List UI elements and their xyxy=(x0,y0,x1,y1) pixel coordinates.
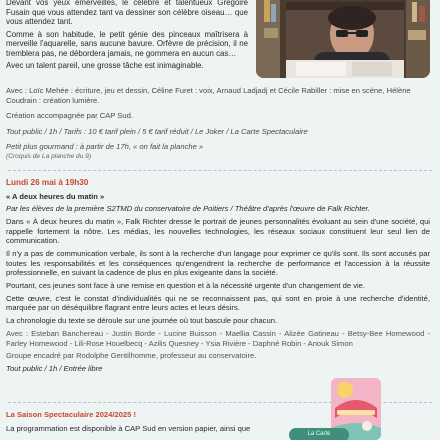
event-info: Tout public / 1h / Entrée libre xyxy=(6,364,103,374)
event-paragraph: Il n'y a pas de communication verbale, ils sont à la recherche d'un langage pour exprimer ce qu'ils sont. Ils sont accusés par toutes les responsabilités et les conséquences qu'engendrent la recherche de performance et l'accession à la réussite professionnelle, en suivant la cadence de plus en plus exigeante dans la société. xyxy=(6,249,430,278)
event-title: « A deux heures du matin » xyxy=(6,191,105,201)
saison-section xyxy=(6,410,276,437)
event-paragraph: Cette œuvre, c'est le constat d'individualités qui ne se reconnaissent pas, qui sont en proie à une recherche d'identité, marquée par un déséquilibre flagrant entre leurs actes et leurs désirs. xyxy=(6,293,430,313)
credits-tarifs: Tout public / 1h / Tarifs : 10 € tarif plein / 5 € tarif réduit / Le Joker / La Carte Spectaculaire xyxy=(6,126,308,136)
event-section xyxy=(6,178,430,377)
show-photo-image xyxy=(256,0,430,78)
event-cast: Avec : Esteban Banchereau - Justin Borde - Lucine Buisson - Maellia Cassin - Alizée Gatineau - Betsy-Bee Homewood - Farley Homewood - Lili-Rose Houelbecq - Azilis Quesney - Ysia Rivière - Daphné Robin - Anouk Simon xyxy=(6,329,430,348)
event-paragraph: Pourtant, ces jeunes sont face à une remise en question et à la nécessité urgente d'un changement de vie. xyxy=(6,281,366,291)
credits-support: Création accompagnée par CAP Sud. xyxy=(6,111,133,121)
show-photo xyxy=(256,0,430,78)
saison-heading: La Saison Spectaculaire 2024/2025 ! xyxy=(6,410,137,419)
event-group: Groupe encadré par Rodolphe Gentilhomme, professeur au conservatoire. xyxy=(6,351,257,361)
event-subtitle: Par les élèves de la première S2TMD du conservatoire de Poitiers / Théâtre d'après l'œuvre de Falk Richter. xyxy=(6,204,370,214)
event-paragraph: La chronologie du texte se déroule sur une journée où tout bascule pour chacun. xyxy=(6,316,278,326)
credits-gourmand: Petit plus gourmand : à partir de 17h, « on fait la planche » xyxy=(6,142,204,152)
intro-paragraph: Devant vos yeux émerveillés, le célèbre et talentueux Grégoire Fusain que vous attendez tant va dessiner son célèbre oiseau… que vous attendez tant. xyxy=(6,0,248,27)
carte-badge: La Carte xyxy=(289,428,349,440)
saison-text: La programmation est disponible à CAP Sud en version papier, ainsi que xyxy=(6,423,251,433)
credits-croquis: (Croquis de La planche du 9) xyxy=(6,152,92,160)
event-date: Lundi 26 mai à 19h30 xyxy=(6,178,89,187)
event-paragraph: Dans « À deux heures du matin », Falk Richter dresse le portrait de jeunes personnalités évoluant au sein d'une société, qui rappelle fortement la nôtre. Les médias, les nouvelles technologies, les réseaux sociaux constituent leur seul lien de communication. xyxy=(6,217,430,246)
show-credits xyxy=(6,86,430,162)
intro-text xyxy=(6,0,248,73)
divider xyxy=(8,170,432,171)
credits-team: Avec : Loïc Mehée : écriture, jeu et dessin, Céline Furet : voix, Arnaud Ladjadj et Cécile Rabiller : mise en scène, Hélène Coudrain : création lumière. xyxy=(6,86,411,105)
intro-paragraph: Comme à son habitude, le petit génie des pinceaux maîtrisera à merveille l'aquarelle, sans aucune bavure. Orfèvre de précision, il ne tremblera pas, ne débordera jamais, ne gommera en aucun cas… xyxy=(6,29,248,58)
intro-paragraph: Avec un talent pareil, une grosse tâche est inimaginable. xyxy=(6,61,204,70)
